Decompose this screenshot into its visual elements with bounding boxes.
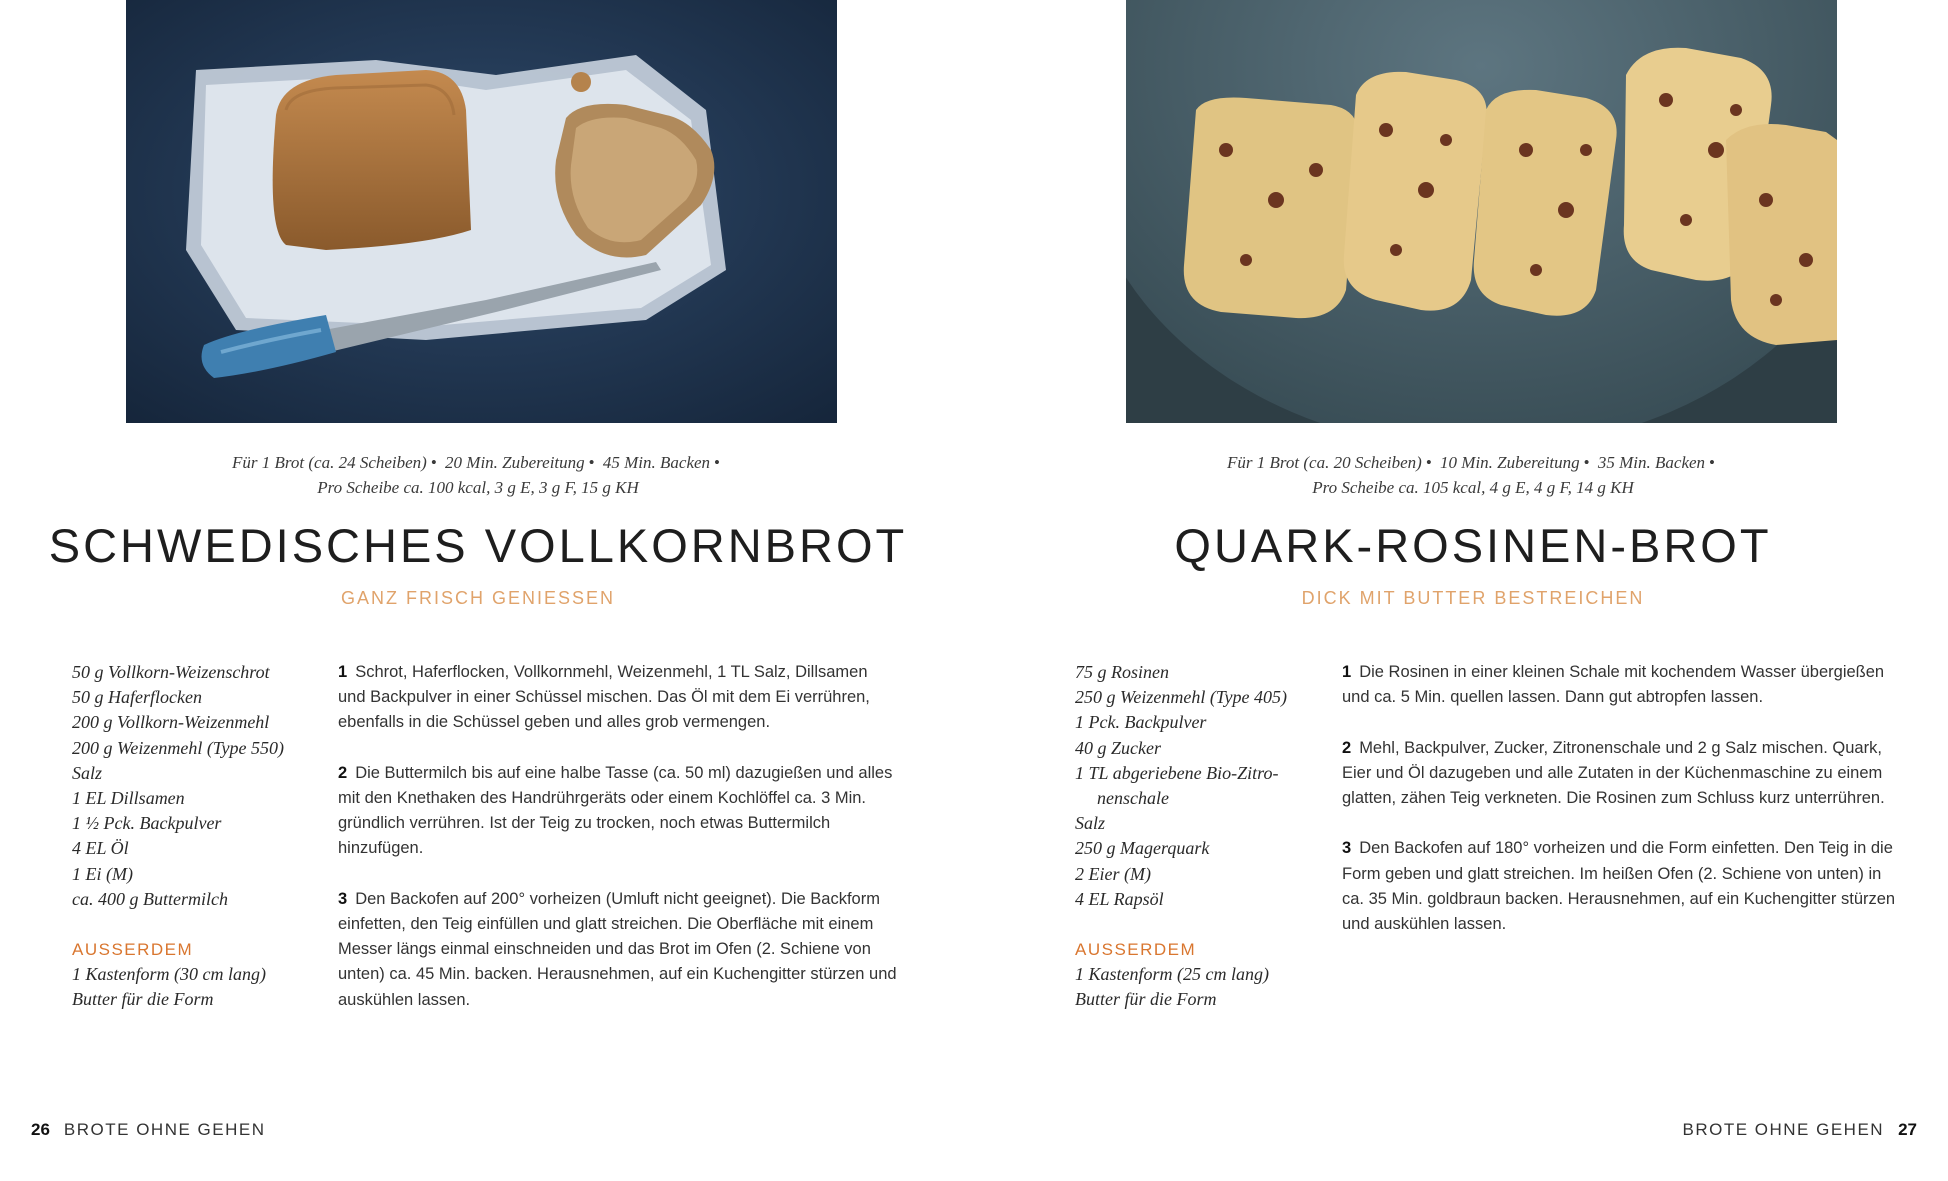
extra-item: Butter für die Form	[72, 989, 214, 1010]
step-2	[1342, 736, 1902, 812]
extras-heading: AUSSERDEM	[1075, 940, 1197, 960]
ingredient-item: 1 TL abgeriebene Bio-Zitro-	[1075, 762, 1279, 783]
step-number: 3	[1342, 839, 1352, 858]
ingredient-list	[1075, 660, 1345, 1013]
step-text: Mehl, Backpulver, Zucker, Zitronenschale und 2 g Salz mischen. Quark, Eier und Öl dazugeben und alle Zutaten in der Küchenmaschine zu einem glatten, zähen Teig verkneten. Die Rosinen zum Schluss kurz unterrühren.	[1342, 738, 1885, 807]
bread-slices-image	[1126, 0, 1837, 423]
ingredient-item: Salz	[1075, 813, 1106, 834]
ingredient-item: ca. 400 g Buttermilch	[72, 888, 228, 909]
ingredient-item: 1 Ei (M)	[72, 863, 133, 884]
step-1	[1342, 660, 1902, 710]
step-1	[338, 660, 898, 736]
step-3	[338, 887, 898, 1013]
ingredient-list	[72, 660, 342, 1013]
page-number: 27	[1898, 1120, 1917, 1139]
ingredient-item: 50 g Haferflocken	[72, 687, 202, 708]
ingredient-item: Salz	[72, 762, 103, 783]
prep-time-text: 10 Min. Zubereitung	[1440, 453, 1580, 472]
recipe-subtitle: DICK MIT BUTTER BESTREICHEN	[1301, 588, 1645, 608]
ingredient-item: 200 g Vollkorn-Weizenmehl	[72, 712, 270, 733]
step-3	[1342, 836, 1902, 937]
instruction-steps	[338, 660, 898, 1038]
recipe-title: QUARK-ROSINEN-BROT	[1174, 519, 1772, 572]
vollkornbrot-photo	[126, 0, 837, 423]
yield-text: Für 1 Brot (ca. 20 Scheiben)	[1227, 453, 1422, 472]
ingredient-item: 50 g Vollkorn-Weizenschrot	[72, 662, 270, 682]
right-page	[974, 0, 1948, 1181]
ingredient-item: 75 g Rosinen	[1075, 662, 1169, 682]
ingredient-item: 1 Pck. Backpulver	[1075, 712, 1207, 733]
step-number: 1	[1342, 663, 1352, 681]
ingredient-item: 200 g Weizenmehl (Type 550)	[72, 737, 284, 758]
ingredient-item: 1 EL Dillsamen	[72, 788, 185, 809]
ingredient-item: 4 EL Rapsöl	[1075, 888, 1164, 909]
ingredient-item: 250 g Magerquark	[1075, 838, 1210, 859]
step-text: Schrot, Haferflocken, Vollkornmehl, Weizenmehl, 1 TL Salz, Dillsamen und Backpulver in einer Schüssel mischen. Das Öl mit dem Ei verrühren, ebenfalls in die Schüssel geben und alles grob vermengen.	[338, 663, 870, 732]
step-text: Den Backofen auf 200° vorheizen (Umluft nicht geeignet). Die Backform einfetten, den Teig einfüllen und glatt streichen. Die Oberfläche mit einem Messer längs einmal einschneiden und das Brot im Ofen (2. Schiene von unten) ca. 45 Min. backen. Herausnehmen, auf ein Kuchengitter stürzen und auskühlen lassen.	[338, 889, 897, 1009]
quark-rosinen-photo	[1126, 0, 1837, 423]
section-name: BROTE OHNE GEHEN	[1682, 1120, 1885, 1139]
nutrition-text: Pro Scheibe ca. 100 kcal, 3 g E, 3 g F, 15 g KH	[317, 478, 639, 497]
ingredient-item: 2 Eier (M)	[1075, 863, 1151, 884]
extra-item: 1 Kastenform (30 cm lang)	[72, 964, 266, 985]
yield-text: Für 1 Brot (ca. 24 Scheiben)	[232, 453, 427, 472]
bake-time-text: 45 Min. Backen	[602, 453, 711, 472]
recipe-meta: Für 1 Brot (ca. 24 Scheiben) • 20 Min. Zubereitung • 45 Min. Backen • Pro Scheibe ca. 100 kcal, 3 g E, 3 g F, 15 g KH	[0, 450, 956, 500]
section-name: BROTE OHNE GEHEN	[63, 1120, 266, 1139]
extra-item: 1 Kastenform (25 cm lang)	[1075, 964, 1269, 985]
page-footer	[31, 1120, 266, 1140]
step-text: Die Rosinen in einer kleinen Schale mit kochendem Wasser übergießen und ca. 5 Min. quellen lassen. Dann gut abtropfen lassen.	[1342, 663, 1885, 707]
ingredient-item: 250 g Weizenmehl (Type 405)	[1075, 687, 1287, 708]
bread-loaf-image	[126, 0, 837, 423]
instruction-steps	[1342, 660, 1902, 962]
step-number: 3	[338, 889, 348, 908]
ingredient-item: 1 ½ Pck. Backpulver	[72, 813, 222, 834]
step-number: 1	[338, 663, 348, 681]
extras-heading: AUSSERDEM	[72, 940, 194, 960]
recipe-subtitle: GANZ FRISCH GENIESSEN	[340, 588, 616, 608]
recipe-meta: Für 1 Brot (ca. 20 Scheiben) • 10 Min. Zubereitung • 35 Min. Backen • Pro Scheibe ca. 105 kcal, 4 g E, 4 g F, 14 g KH	[974, 450, 1948, 500]
page-number: 26	[31, 1120, 50, 1139]
recipe-title: SCHWEDISCHES VOLLKORNBROT	[48, 519, 908, 572]
bake-time-text: 35 Min. Backen	[1597, 453, 1706, 472]
step-text: Den Backofen auf 180° vorheizen und die Form einfetten. Den Teig in die Form geben und glatt streichen. Im heißen Ofen (2. Schiene von unten) in ca. 35 Min. goldbraun backen. Herausnehmen, auf ein Kuchengitter stürzen und auskühlen lassen.	[1342, 839, 1896, 933]
nutrition-text: Pro Scheibe ca. 105 kcal, 4 g E, 4 g F, 14 g KH	[1312, 478, 1634, 497]
step-number: 2	[1342, 738, 1352, 757]
step-number: 2	[338, 763, 348, 782]
step-text: Die Buttermilch bis auf eine halbe Tasse (ca. 50 ml) dazugießen und alles mit den Knethaken des Handrührgeräts oder einem Kochlöffel ca. 3 Min. gründlich verrühren. Ist der Teig zu trocken, noch etwas Buttermilch hinzufügen.	[338, 763, 893, 858]
ingredient-item: nenschale	[1097, 788, 1169, 809]
ingredient-item: 40 g Zucker	[1075, 737, 1161, 758]
prep-time-text: 20 Min. Zubereitung	[445, 453, 585, 472]
page-footer	[1682, 1120, 1917, 1140]
extra-item: Butter für die Form	[1075, 989, 1217, 1010]
step-2	[338, 761, 898, 862]
ingredient-item: 4 EL Öl	[72, 838, 129, 859]
